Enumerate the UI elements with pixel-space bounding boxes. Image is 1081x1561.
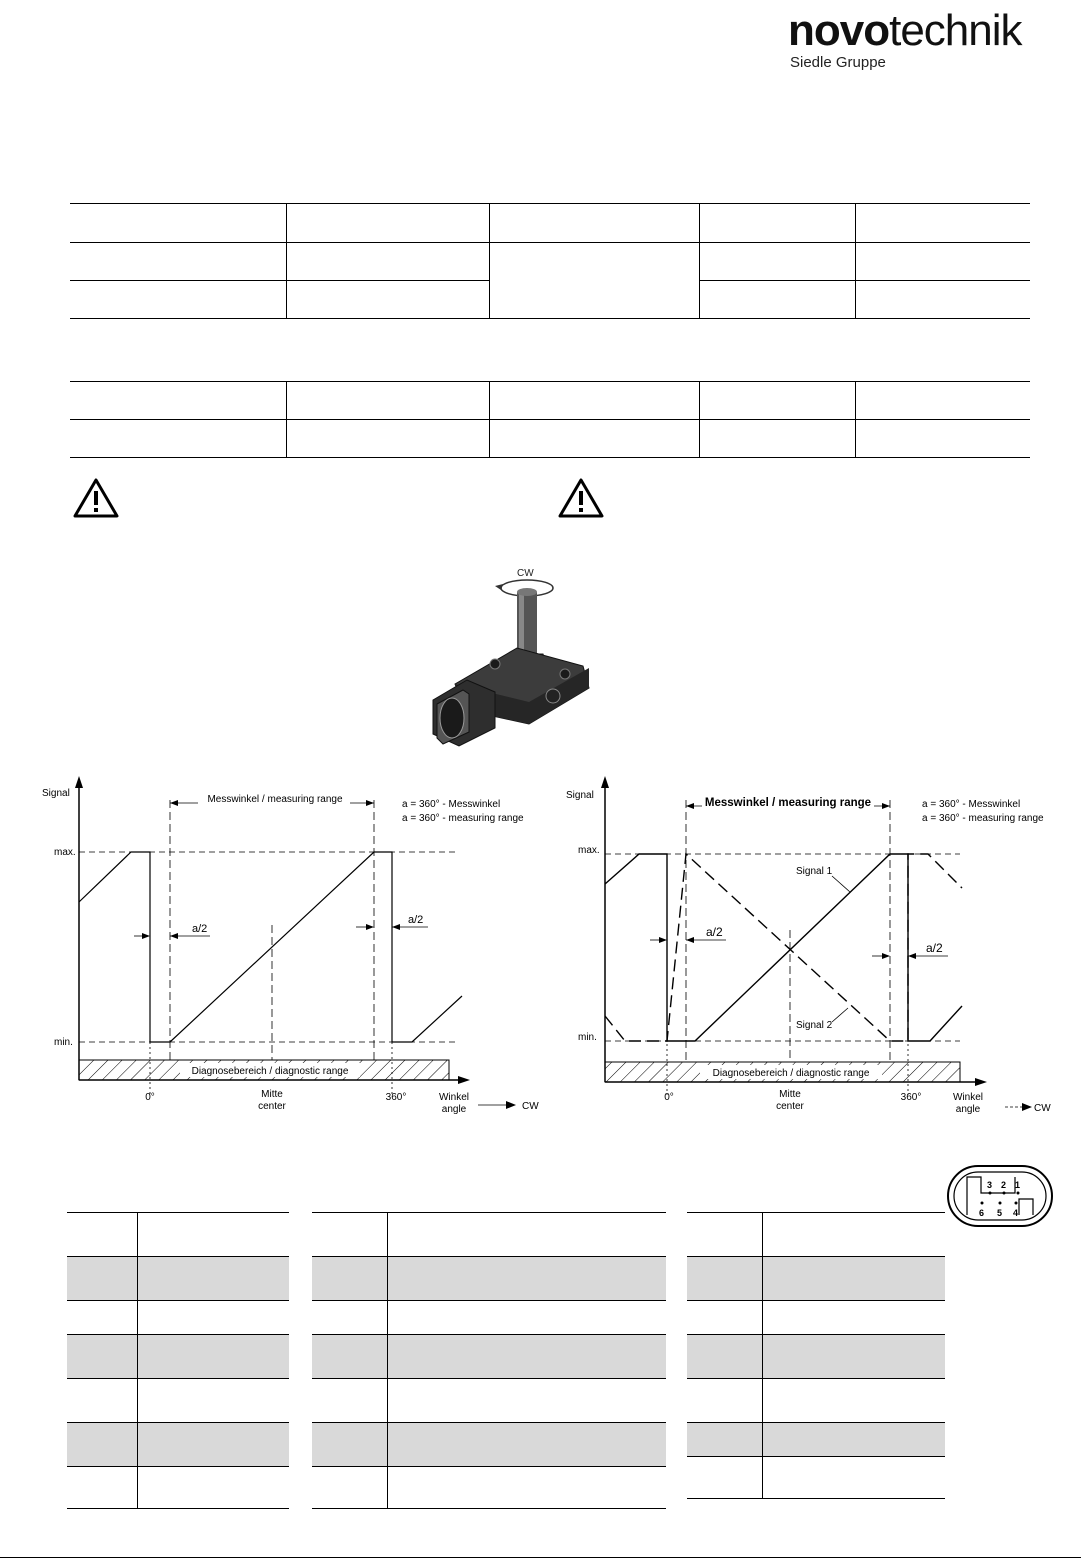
x-tick-0: 0° [145, 1092, 155, 1103]
x-tick-mitte: Mitte [261, 1089, 283, 1100]
note-line-2: a = 360° - measuring range [402, 813, 524, 824]
measuring-range-label: Messwinkel / measuring range [704, 797, 872, 809]
direction-cw-label: CW [522, 1101, 539, 1112]
pin-table-1 [67, 1212, 289, 1509]
signal-chart-dual [550, 770, 1070, 1120]
x-tick-mitte: Mitte [779, 1089, 801, 1100]
spec-table-1 [70, 203, 1030, 319]
x-axis-label [953, 1092, 983, 1115]
note-line-1: a = 360° - Messwinkel [402, 799, 501, 810]
dim-a-half-right: a/2 [408, 914, 424, 926]
measuring-range-label: Messwinkel / measuring range [207, 794, 343, 805]
warning-icon [73, 478, 119, 518]
dim-a-half-right: a/2 [926, 941, 943, 955]
y-tick-max: max. [578, 845, 600, 856]
x-axis-label-en: angle [441, 1104, 467, 1115]
pin-5: 5 [997, 1208, 1003, 1218]
y-tick-max: max. [54, 847, 76, 858]
pin-3: 3 [987, 1180, 993, 1190]
pin-1: 1 [1015, 1180, 1021, 1190]
x-tick-360: 360° [385, 1092, 407, 1103]
pin-4: 4 [1013, 1208, 1019, 1218]
y-axis-label: Signal [42, 788, 70, 799]
page-bottom-rule [0, 1557, 1081, 1558]
series-label-signal-2: Signal 2 [796, 1020, 833, 1031]
signal-chart-single [30, 770, 550, 1120]
pin-table-2 [312, 1212, 666, 1509]
note-line-1: a = 360° - Messwinkel [922, 799, 1021, 810]
logo-light: technik [889, 6, 1022, 55]
x-axis-label-en: angle [955, 1104, 981, 1115]
y-axis-label: Signal [566, 790, 594, 801]
y-tick-min: min. [578, 1032, 597, 1043]
warning-icon [558, 478, 604, 518]
x-tick-0: 0° [664, 1092, 674, 1103]
dim-a-half-left: a/2 [192, 923, 208, 935]
y-tick-min: min. [54, 1037, 73, 1048]
direction-cw-label: CW [1034, 1103, 1051, 1114]
pin-2: 2 [1001, 1180, 1007, 1190]
x-tick-center-en: center [776, 1101, 804, 1112]
x-axis-label-de: Winkel [438, 1092, 470, 1103]
logo-subtitle: Siedle Gruppe [790, 54, 886, 71]
sensor-product-image [425, 562, 605, 752]
series-label-signal-1: Signal 1 [796, 866, 833, 877]
logo-bold: novo [788, 6, 890, 55]
spec-table-2 [70, 381, 1030, 458]
connector-pinout-icon [945, 1163, 1055, 1229]
diagnostic-range-label: Diagnosebereich / diagnostic range [191, 1066, 349, 1077]
pin-6: 6 [979, 1208, 985, 1218]
dim-a-half-left: a/2 [706, 925, 723, 939]
x-tick-center [258, 1089, 286, 1112]
diagnostic-range-label: Diagnosebereich / diagnostic range [712, 1068, 870, 1079]
x-tick-center [776, 1089, 804, 1112]
x-tick-360: 360° [900, 1092, 922, 1103]
x-axis-label [439, 1092, 469, 1115]
pin-table-3 [687, 1212, 945, 1499]
brand-logo [788, 6, 1022, 56]
x-tick-center-en: center [258, 1101, 286, 1112]
signal-line [79, 852, 462, 1042]
cw-rotation-label: CW [517, 568, 534, 579]
note-line-2: a = 360° - measuring range [922, 813, 1044, 824]
x-axis-label-de: Winkel [952, 1092, 984, 1103]
